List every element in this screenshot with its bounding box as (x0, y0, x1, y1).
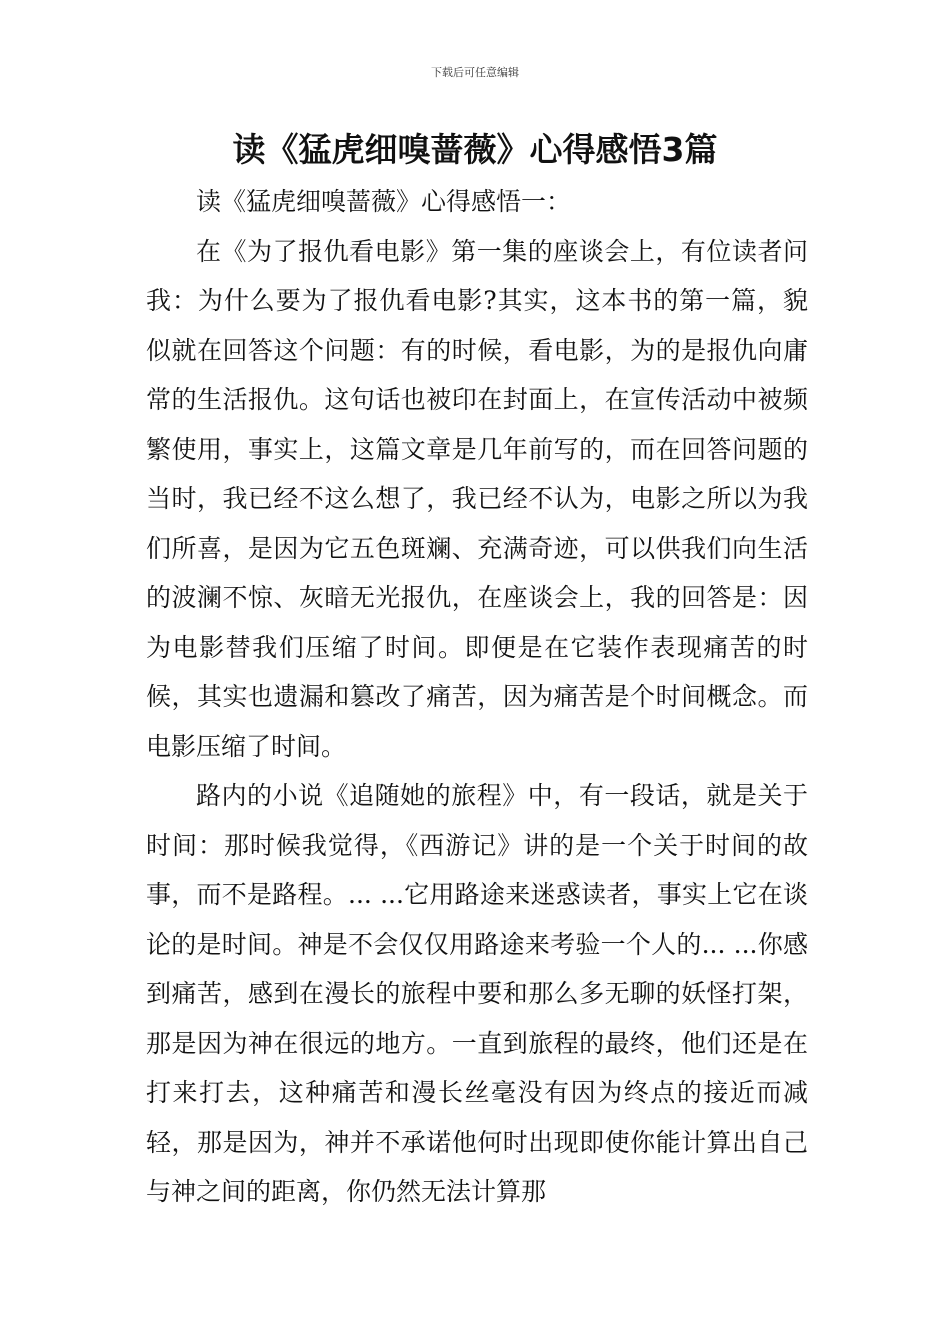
paragraph: 在《为了报仇看电影》第一集的座谈会上，有位读者问我：为什么要为了报仇看电影?其实，这本书的第一篇，貌似就在回答这个问题：有的时候，看电影，为的是报仇向庸常的生活报仇。这句话也被印在封面上，在宣传活动中被频繁使用，事实上，这篇文章是几年前写的，而在回答问题的当时，我已经不这么想了，我已经不认为，电影之所以为我们所喜，是因为它五色斑斓、充满奇迹，可以供我们向生活的波澜不惊、灰暗无光报仇，在座谈会上，我的回答是：因为电影替我们压缩了时间。即便是在它装作表现痛苦的时候，其实也遗漏和篡改了痛苦，因为痛苦是个时间概念。而电影压缩了时间。 (146, 236, 808, 761)
section-heading: 读《猛虎细嗅蔷薇》心得感悟一： (196, 187, 572, 216)
paragraph: 路内的小说《追随她的旅程》中，有一段话，就是关于时间：那时候我觉得，《西游记》讲的是一个关于时间的故事，而不是路程。... ...它用路途来迷惑读者，事实上它在谈论的是时间。神是不会仅仅用路途来考验一个人的... ...你感到痛苦，感到在漫长的旅程中要和那么多无聊的妖怪打架，那是因为神在很远的地方。一直到旅程的最终，他们还是在打来打去，这种痛苦和漫长丝毫没有因为终点的接近而减轻，那是因为，神并不承诺他何时出现即使你能计算出自己与神之间的距离，你仍然无法计算那 (146, 781, 808, 1206)
document-body (146, 177, 808, 1217)
header-note: 下载后可任意编辑 (431, 66, 519, 79)
document-title: 读《猛虎细嗅蔷薇》心得感悟3篇 (232, 130, 718, 169)
